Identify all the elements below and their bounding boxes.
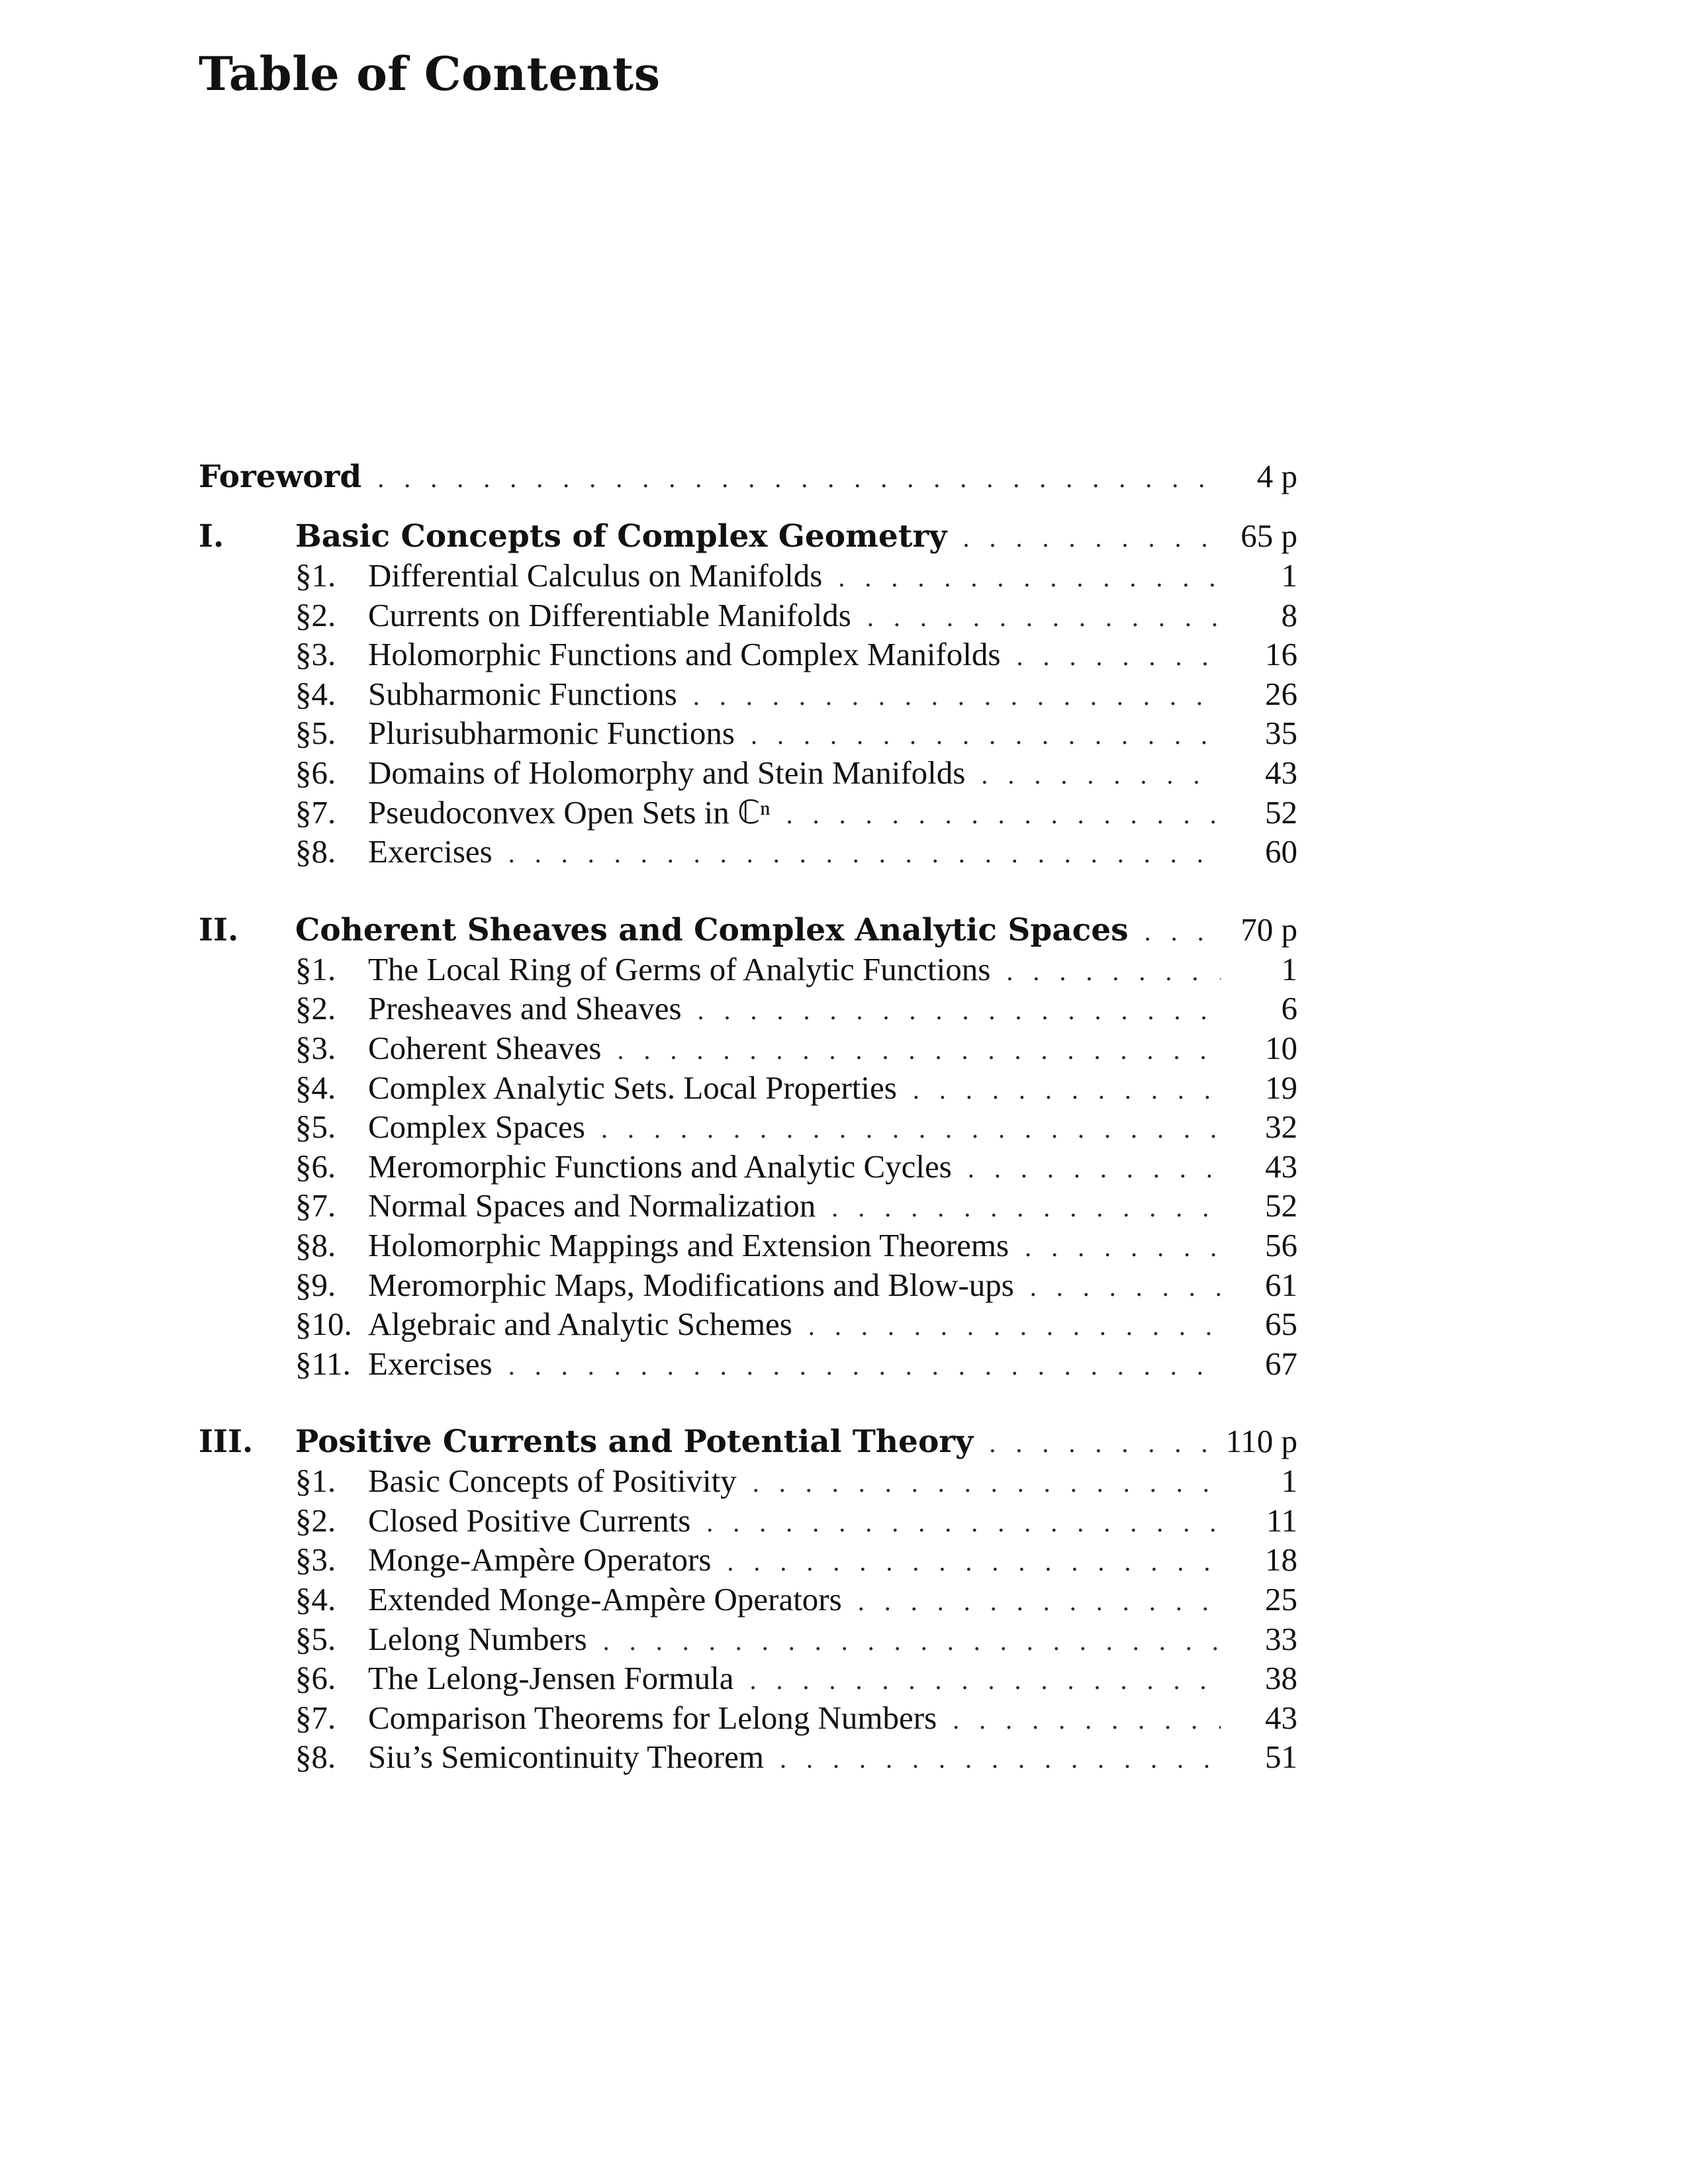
toc-section-entry[interactable] bbox=[199, 1461, 1297, 1501]
dot-leader bbox=[727, 1542, 1221, 1580]
toc-section-entry[interactable] bbox=[199, 713, 1297, 753]
dot-leader bbox=[603, 1621, 1221, 1659]
section-title: Differential Calculus on Manifolds bbox=[368, 557, 823, 594]
section-title: The Local Ring of Germs of Analytic Functions bbox=[368, 950, 991, 987]
toc-foreword-entry[interactable] bbox=[199, 457, 1297, 496]
section-number: §5. bbox=[295, 715, 336, 752]
section-number: §8. bbox=[295, 1226, 336, 1263]
dot-leader bbox=[1030, 1267, 1221, 1305]
dot-leader bbox=[808, 1306, 1221, 1344]
section-page: 38 bbox=[1265, 1660, 1297, 1697]
section-title: Extended Monge-Ampère Operators bbox=[368, 1581, 842, 1618]
section-title: Currents on Differentiable Manifolds bbox=[368, 596, 851, 633]
section-page: 26 bbox=[1265, 675, 1297, 712]
section-title: Coherent Sheaves bbox=[368, 1029, 602, 1066]
dot-leader bbox=[780, 1739, 1221, 1777]
toc-section-entry[interactable] bbox=[199, 596, 1297, 635]
section-number: §8. bbox=[295, 833, 336, 870]
toc-chapter-entry[interactable] bbox=[199, 1422, 1297, 1461]
toc-section-entry[interactable] bbox=[199, 1659, 1297, 1698]
section-page: 25 bbox=[1265, 1581, 1297, 1618]
chapter-group bbox=[199, 1422, 1297, 1777]
section-page: 43 bbox=[1265, 1148, 1297, 1185]
section-number: §11. bbox=[295, 1345, 351, 1382]
section-page: 35 bbox=[1265, 715, 1297, 752]
toc-section-entry[interactable] bbox=[199, 1304, 1297, 1344]
page-title: Table of Contents bbox=[199, 46, 661, 101]
section-page: 43 bbox=[1265, 1699, 1297, 1736]
section-title: Meromorphic Functions and Analytic Cycles bbox=[368, 1148, 952, 1185]
toc-section-entry[interactable] bbox=[199, 1501, 1297, 1541]
toc-section-entry[interactable] bbox=[199, 1580, 1297, 1619]
section-page: 10 bbox=[1265, 1029, 1297, 1066]
section-title: Normal Spaces and Normalization bbox=[368, 1187, 816, 1224]
dot-leader bbox=[751, 715, 1221, 753]
dot-leader bbox=[508, 834, 1221, 872]
dot-leader bbox=[953, 1700, 1221, 1738]
section-title: Subharmonic Functions bbox=[368, 675, 677, 712]
section-page: 61 bbox=[1265, 1266, 1297, 1303]
section-number: §4. bbox=[295, 675, 336, 712]
section-number: §10. bbox=[295, 1306, 352, 1343]
section-title: Monge-Ampère Operators bbox=[368, 1541, 712, 1578]
chapter-group bbox=[199, 516, 1297, 872]
section-number: §1. bbox=[295, 950, 336, 987]
section-number: §1. bbox=[295, 557, 336, 594]
chapter-number: III. bbox=[199, 1424, 254, 1461]
chapter-title: Positive Currents and Potential Theory bbox=[295, 1424, 974, 1461]
dot-leader bbox=[831, 1188, 1221, 1226]
toc-section-entry[interactable] bbox=[199, 1068, 1297, 1108]
dot-leader bbox=[968, 1149, 1221, 1187]
dot-leader bbox=[838, 558, 1221, 596]
section-title: Complex Spaces bbox=[368, 1109, 585, 1146]
section-page: 6 bbox=[1281, 990, 1297, 1027]
section-page: 60 bbox=[1265, 833, 1297, 870]
section-page: 1 bbox=[1281, 1463, 1297, 1500]
toc-section-entry[interactable] bbox=[199, 793, 1297, 833]
section-number: §3. bbox=[295, 1029, 336, 1066]
toc-section-entry[interactable] bbox=[199, 1265, 1297, 1305]
section-page: 51 bbox=[1265, 1739, 1297, 1776]
dot-leader bbox=[786, 795, 1221, 833]
dot-leader bbox=[981, 755, 1221, 793]
dot-leader bbox=[1016, 637, 1221, 674]
section-number: §2. bbox=[295, 1502, 336, 1539]
toc-section-entry[interactable] bbox=[199, 1028, 1297, 1068]
toc-section-entry[interactable] bbox=[199, 1226, 1297, 1265]
toc-section-entry[interactable] bbox=[199, 1737, 1297, 1777]
dot-leader bbox=[1145, 912, 1221, 950]
section-page: 16 bbox=[1265, 636, 1297, 673]
toc-section-entry[interactable] bbox=[199, 1698, 1297, 1738]
section-page: 32 bbox=[1265, 1109, 1297, 1146]
section-page: 8 bbox=[1281, 596, 1297, 633]
toc-section-entry[interactable] bbox=[199, 753, 1297, 793]
section-title: Siu’s Semicontinuity Theorem bbox=[368, 1739, 764, 1776]
section-title: Algebraic and Analytic Schemes bbox=[368, 1306, 792, 1343]
section-title: Domains of Holomorphy and Stein Manifolds bbox=[368, 754, 966, 791]
toc-section-entry[interactable] bbox=[199, 1540, 1297, 1580]
dot-leader bbox=[706, 1503, 1221, 1541]
toc-section-entry[interactable] bbox=[199, 674, 1297, 714]
chapters-container bbox=[199, 516, 1297, 1777]
section-page: 33 bbox=[1265, 1620, 1297, 1657]
section-title: Closed Positive Currents bbox=[368, 1502, 691, 1539]
toc-section-entry[interactable] bbox=[199, 989, 1297, 1028]
section-page: 1 bbox=[1281, 557, 1297, 594]
section-number: §4. bbox=[295, 1581, 336, 1618]
section-title: Basic Concepts of Positivity bbox=[368, 1463, 737, 1500]
dot-leader bbox=[601, 1109, 1221, 1147]
chapter-number: I. bbox=[199, 518, 224, 555]
section-page: 65 bbox=[1265, 1306, 1297, 1343]
chapter-number: II. bbox=[199, 911, 239, 948]
section-page: 19 bbox=[1265, 1069, 1297, 1106]
dot-leader bbox=[693, 676, 1221, 714]
toc-chapter-entry[interactable] bbox=[199, 910, 1297, 950]
toc-section-entry[interactable] bbox=[199, 950, 1297, 989]
toc-section-entry[interactable] bbox=[199, 1147, 1297, 1187]
dot-leader bbox=[508, 1346, 1221, 1384]
section-title: Pseudoconvex Open Sets in ℂⁿ bbox=[368, 794, 771, 831]
section-title: Meromorphic Maps, Modifications and Blow-ups bbox=[368, 1266, 1014, 1303]
section-page: 1 bbox=[1281, 950, 1297, 987]
chapter-page-count: 70 p bbox=[1241, 911, 1297, 948]
toc-section-entry[interactable] bbox=[199, 1344, 1297, 1384]
section-number: §7. bbox=[295, 1699, 336, 1736]
section-number: §9. bbox=[295, 1266, 336, 1303]
section-title: Plurisubharmonic Functions bbox=[368, 715, 735, 752]
section-number: §3. bbox=[295, 1541, 336, 1578]
toc-chapter-entry[interactable] bbox=[199, 516, 1297, 556]
dot-leader bbox=[749, 1661, 1221, 1698]
section-title: Exercises bbox=[368, 1345, 492, 1382]
dot-leader bbox=[963, 518, 1221, 556]
section-number: §7. bbox=[295, 1187, 336, 1224]
section-number: §6. bbox=[295, 754, 336, 791]
section-page: 43 bbox=[1265, 754, 1297, 791]
toc-section-entry[interactable] bbox=[199, 832, 1297, 872]
chapter-title: Coherent Sheaves and Complex Analytic Spaces bbox=[295, 911, 1129, 948]
section-number: §8. bbox=[295, 1739, 336, 1776]
section-title: Complex Analytic Sets. Local Properties bbox=[368, 1069, 897, 1106]
section-number: §1. bbox=[295, 1463, 336, 1500]
toc-section-entry[interactable] bbox=[199, 635, 1297, 674]
section-number: §7. bbox=[295, 794, 336, 831]
section-title: Holomorphic Functions and Complex Manifolds bbox=[368, 636, 1001, 673]
dot-leader bbox=[989, 1424, 1215, 1461]
dot-leader bbox=[858, 1582, 1221, 1619]
section-page: 11 bbox=[1266, 1502, 1297, 1539]
section-number: §2. bbox=[295, 596, 336, 633]
section-title: Lelong Numbers bbox=[368, 1620, 587, 1657]
section-title: Holomorphic Mappings and Extension Theorems bbox=[368, 1226, 1009, 1263]
dot-leader bbox=[1006, 952, 1221, 989]
dot-leader bbox=[698, 991, 1221, 1028]
dot-leader bbox=[1025, 1228, 1221, 1265]
section-page: 56 bbox=[1265, 1226, 1297, 1263]
toc-section-entry[interactable] bbox=[199, 556, 1297, 596]
chapter-page-count: 110 p bbox=[1225, 1423, 1297, 1460]
section-title: Comparison Theorems for Lelong Numbers bbox=[368, 1699, 937, 1736]
toc-section-entry[interactable] bbox=[199, 1619, 1297, 1659]
section-title: Presheaves and Sheaves bbox=[368, 990, 682, 1027]
section-number: §6. bbox=[295, 1148, 336, 1185]
dot-leader bbox=[867, 598, 1221, 635]
section-title: Exercises bbox=[368, 833, 492, 870]
chapter-group bbox=[199, 910, 1297, 1384]
section-number: §5. bbox=[295, 1620, 336, 1657]
section-number: §2. bbox=[295, 990, 336, 1027]
section-page: 67 bbox=[1265, 1345, 1297, 1382]
dot-leader bbox=[617, 1030, 1221, 1068]
section-number: §6. bbox=[295, 1660, 336, 1697]
toc-list bbox=[199, 457, 1297, 1777]
chapter-page-count: 65 p bbox=[1241, 518, 1297, 554]
section-page: 52 bbox=[1265, 1187, 1297, 1224]
section-number: §4. bbox=[295, 1069, 336, 1106]
dot-leader bbox=[913, 1070, 1221, 1108]
dot-leader bbox=[753, 1463, 1221, 1501]
section-page: 18 bbox=[1265, 1541, 1297, 1578]
section-number: §5. bbox=[295, 1109, 336, 1146]
chapter-title: Basic Concepts of Complex Geometry bbox=[295, 518, 947, 555]
dot-leader bbox=[377, 459, 1221, 496]
foreword-page: 4 p bbox=[1256, 458, 1297, 494]
section-number: §3. bbox=[295, 636, 336, 673]
toc-section-entry[interactable] bbox=[199, 1107, 1297, 1147]
section-title: The Lelong-Jensen Formula bbox=[368, 1660, 734, 1697]
section-page: 52 bbox=[1265, 794, 1297, 831]
foreword-label: Foreword bbox=[199, 459, 362, 495]
toc-section-entry[interactable] bbox=[199, 1186, 1297, 1226]
